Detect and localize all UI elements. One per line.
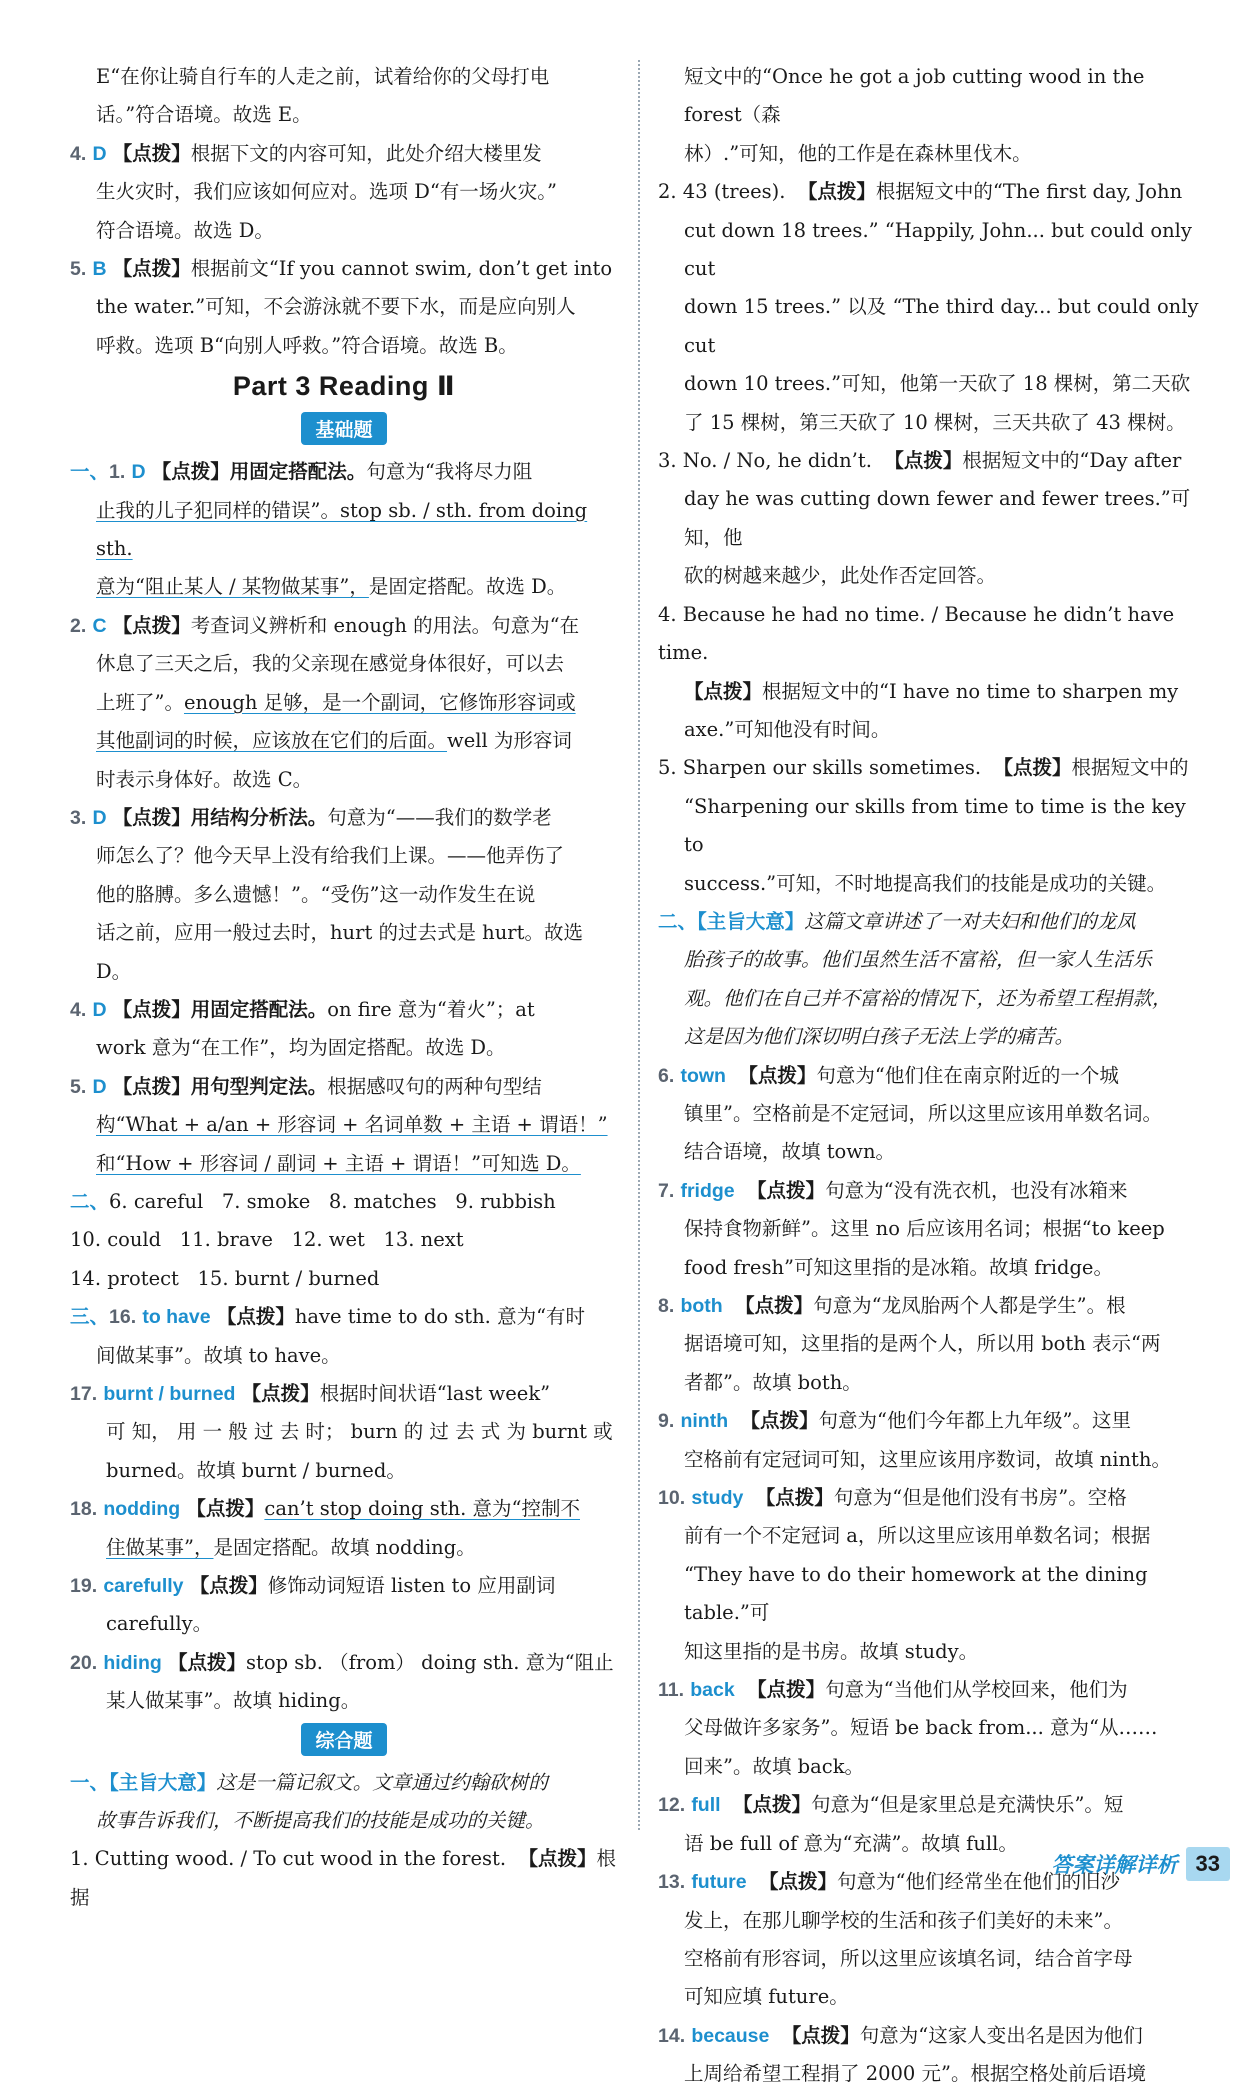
- hint-tag: 【点拨】: [781, 2023, 860, 2047]
- hint-tag: 【点拨】: [993, 756, 1072, 780]
- text-line: axe.”可知他没有时间。: [684, 717, 891, 741]
- item-number: 2.: [70, 614, 87, 637]
- answer-key: study: [691, 1487, 744, 1510]
- hint-tag: 【点拨】: [758, 1870, 837, 1894]
- hint-tag: 【点拨】: [151, 460, 230, 484]
- text-line: 符合语境。故选 D。: [96, 218, 274, 242]
- hint-tag: 【点拨】: [189, 1574, 268, 1598]
- text-line: 前有一个不定冠词 a，所以这里应该用单数名词；根据: [684, 1524, 1151, 1548]
- text-line: 休息了三天之后，我的父亲现在感觉身体很好，可以去: [96, 652, 565, 676]
- item-number: 4.: [70, 998, 87, 1021]
- hint-tag: 【点拨】: [216, 1305, 295, 1329]
- text-line: 镇里”。空格前是不定冠词，所以这里应该用单数名词。: [684, 1101, 1162, 1125]
- text-line: 短文中的“Once he got a job cutting wood in the forest（森: [684, 65, 1145, 127]
- question-16: [70, 1298, 618, 1336]
- section-label: 二、: [70, 1189, 110, 1213]
- text-line: 根据下文的内容可知，此处介绍大楼里发: [190, 141, 542, 165]
- text-line: 2. 43 (trees).: [658, 180, 786, 204]
- text-line: 根据短文中的“The first day, John: [875, 180, 1183, 204]
- text-line: 了 15 棵树，第三天砍了 10 棵树，三天共砍了 43 棵树。: [684, 410, 1186, 434]
- text-line: down 15 trees.” 以及 “The third day... but could only cut: [684, 295, 1199, 357]
- question-6: 6. town 【点拨】句意为“他们住在南京附近的一个城: [658, 1063, 1119, 1087]
- answer-key: D: [92, 806, 107, 829]
- answer-key: nodding: [103, 1498, 181, 1521]
- answer-key: B: [92, 258, 107, 281]
- hint-tag: 【点拨】: [186, 1497, 265, 1521]
- fill-answer: 10. could: [70, 1228, 162, 1252]
- fill-answer: 13. next: [383, 1228, 464, 1252]
- item-number: 16.: [109, 1306, 137, 1329]
- text-line: 时表示身体好。故选 C。: [96, 767, 313, 791]
- text-line: 止我的儿子犯同样的错误”。stop sb. / sth. from doing sth.: [96, 498, 588, 561]
- main-idea-2: [658, 903, 1208, 941]
- section-label: 三、: [70, 1305, 110, 1329]
- hint-tag: 【点拨】: [740, 1409, 819, 1433]
- item-number: 3.: [70, 806, 87, 829]
- fill-answers-row-2: [70, 1221, 618, 1259]
- text-line: 父母做许多家务”。短语 be back from... 意为“从……: [684, 1716, 1158, 1740]
- text-line: 知这里指的是书房。故填 study。: [684, 1639, 979, 1663]
- text-line: 上周给希望工程捐了 2000 元”。根据空格处前后语境: [684, 2062, 1146, 2086]
- text-line: 呼救。选项 B“向别人呼救。”符合语境。故选 B。: [96, 333, 518, 357]
- text-line: 根据短文中的“Day after: [962, 449, 1182, 473]
- question-19: [70, 1567, 618, 1605]
- text-line: 上班了”。enough 足够，是一个副词，它修饰形容词或: [96, 690, 576, 714]
- text-line: 可 知， 用 一 般 过 去 时； burn 的 过 去 式 为 burnt 或: [106, 1420, 613, 1444]
- hint-tag: 【点拨】: [112, 997, 191, 1021]
- text-line: E“在你让骑自行车的人走之前，试着给你的父母打电: [96, 65, 550, 88]
- text-line: 修饰动词短语 listen to 应用副词: [267, 1574, 556, 1598]
- text-line: 句意为“——我们的数学老: [327, 805, 552, 829]
- hint-tag: 【点拨】: [884, 449, 963, 473]
- text-line: 根据: [70, 1847, 616, 1909]
- text-line: can’t stop doing sth. 意为“控制不: [264, 1497, 580, 1521]
- text-line: burned。故填 burnt / burned。: [106, 1458, 406, 1482]
- answer-key: C: [92, 614, 107, 637]
- text-line: 意为“阻止某人 / 某物做某事”，是固定搭配。故选 D。: [96, 575, 567, 599]
- text-line: have time to do sth. 意为“有时: [294, 1305, 586, 1329]
- main-idea: [70, 1764, 618, 1802]
- hint-tag: 【点拨】: [112, 613, 191, 637]
- text-line: 据语境可知，这里指的是两个人，所以用 both 表示“两: [684, 1332, 1161, 1356]
- item-number: 18.: [70, 1498, 98, 1521]
- question-11: 11. back 【点拨】句意为“当他们从学校回来，他们为: [658, 1678, 1128, 1702]
- text-line: 话。”符合语境。故选 E。: [96, 103, 312, 127]
- answer-key: both: [680, 1295, 723, 1317]
- hint-tag: 【点拨】: [732, 1793, 811, 1817]
- text-line: 【点拨】根据短文中的“I have no time to sharpen my: [684, 679, 1179, 703]
- text-line: 其他副词的时候，应该放在它们的后面。well 为形容词: [96, 729, 572, 753]
- method-label: 用句型判定法。: [190, 1074, 328, 1098]
- text-line: 空格前有形容词，所以这里应该填名词，结合首字母: [684, 1946, 1133, 1970]
- footer-label: 答案详解详析: [1051, 1853, 1178, 1877]
- answer-key: because: [691, 2024, 770, 2047]
- text-line: 根据前文“If you cannot swim, don’t get into: [190, 257, 613, 281]
- page-footer: [1052, 1847, 1230, 1881]
- item-number: 5.: [70, 1075, 87, 1098]
- section-badge-comprehensive: 综合题: [301, 1723, 386, 1756]
- comp-question-1: [70, 1840, 618, 1917]
- fill-answer: 6. careful: [109, 1189, 204, 1213]
- section-label: 一、【主旨大意】: [70, 1770, 217, 1794]
- question-9: 9. ninth 【点拨】句意为“他们今年都上九年级”。这里: [658, 1409, 1131, 1433]
- question-8: 8. both 【点拨】句意为“龙凤胎两个人都是学生”。根: [658, 1294, 1126, 1317]
- text-line: 这篇文章讲述了一对夫妇和他们的龙凤: [804, 909, 1136, 933]
- text-line: 故事告诉我们，不断提高我们的技能是成功的关键。: [96, 1809, 545, 1833]
- text-line: “They have to do their homework at the dining table.”可: [684, 1562, 1148, 1625]
- column-divider: [638, 60, 640, 1830]
- page-number: 33: [1186, 1847, 1230, 1881]
- item-number: 19.: [70, 1575, 98, 1598]
- question-18: [70, 1490, 618, 1528]
- text-line: stop sb. （from） doing sth. 意为“阻止: [246, 1650, 614, 1674]
- left-column: [70, 58, 618, 1917]
- answer-key: back: [690, 1679, 735, 1702]
- text-line: work 意为“在工作”，均为固定搭配。故选 D。: [96, 1036, 506, 1060]
- hint-tag: 【点拨】: [112, 257, 191, 281]
- text-line: 回来”。故填 back。: [684, 1754, 865, 1778]
- text-line: 师怎么了？他今天早上没有给我们上课。——他弄伤了: [96, 844, 565, 868]
- question-1: [70, 453, 618, 491]
- answer-key: D: [92, 142, 107, 165]
- fill-answer: 15. burnt / burned: [197, 1266, 380, 1290]
- text-line: 某人做某事”。故填 hiding。: [106, 1689, 361, 1713]
- fill-answer: 12. wet: [291, 1228, 365, 1252]
- text-line: 观。他们在自己并不富裕的情况下，还为希望工程捐款，: [684, 986, 1172, 1010]
- text-line: 话之前，应用一般过去时，hurt 的过去式是 hurt。故选 D。: [96, 921, 583, 983]
- text-line: carefully。: [106, 1612, 213, 1636]
- hint-tag: 【点拨】: [738, 1063, 817, 1087]
- hint-tag: 【点拨】: [747, 1678, 826, 1702]
- fill-answer: 11. brave: [179, 1228, 273, 1252]
- hint-tag: 【点拨】: [112, 141, 191, 165]
- question-14: 14. because 【点拨】句意为“这家人变出名是因为他们: [658, 2023, 1143, 2047]
- hint-tag: 【点拨】: [241, 1382, 320, 1405]
- text-line: 这是因为他们深切明白孩子无法上学的痛苦。: [684, 1025, 1075, 1049]
- text-line: 可知应填 future。: [684, 1985, 849, 2009]
- method-label: 用固定搭配法。: [190, 997, 328, 1021]
- text-line: 5. Sharpen our skills sometimes.: [658, 756, 982, 780]
- text-line: 和“How + 形容词 / 副词 + 主语 + 谓语！”可知选 D。: [96, 1151, 581, 1175]
- answer-key: D: [92, 998, 107, 1021]
- item-number: 5.: [70, 258, 87, 281]
- text-line: 结合语境，故填 town。: [684, 1140, 896, 1164]
- question-12: 12. full 【点拨】句意为“但是家里总是充满快乐”。短: [658, 1793, 1124, 1817]
- answer-key: ninth: [680, 1410, 729, 1433]
- text-line: success.”可知，不时地提高我们的技能是成功的关键。: [684, 871, 1167, 895]
- text-line: 住做某事”，是固定搭配。故填 nodding。: [106, 1535, 476, 1559]
- text-line: 砍的树越来越少，此处作否定回答。: [684, 564, 997, 588]
- section-label: 二、【主旨大意】: [658, 909, 805, 933]
- text-line: the water.”可知，不会游泳就不要下水，而是应向别人: [96, 295, 576, 319]
- text-line: 根据感叹句的两种句型结: [327, 1074, 542, 1098]
- fill-answer: 8. matches: [328, 1189, 437, 1213]
- right-column: [658, 58, 1208, 2094]
- part-title: Part 3 Reading Ⅱ: [232, 371, 456, 402]
- question-5: [70, 1068, 618, 1106]
- text-line: day he was cutting down fewer and fewer trees.”可知，他: [684, 487, 1191, 549]
- text-line: 发上，在那儿聊学校的生活和孩子们美好的未来”。: [684, 1908, 1123, 1932]
- text-line: 空格前有定冠词可知，这里应该用序数词，故填 ninth。: [684, 1447, 1171, 1471]
- text-line: 林）.”可知，他的工作是在森林里伐木。: [684, 141, 1032, 165]
- question-2: [70, 607, 618, 645]
- question-7: 7. fridge 【点拨】句意为“没有洗衣机，也没有冰箱来: [658, 1178, 1128, 1202]
- text-line: 句意为“我将尽力阻: [366, 460, 533, 484]
- section-label: 一、: [70, 460, 110, 484]
- answer-key: full: [691, 1794, 721, 1817]
- text-line: 根据短文中的: [1071, 756, 1189, 780]
- text-line: food fresh”可知这里指的是冰箱。故填 fridge。: [684, 1255, 1113, 1279]
- question-17: [70, 1375, 618, 1413]
- comp-question-3: [658, 442, 1208, 480]
- answer-key: hiding: [103, 1651, 162, 1674]
- text-line: “Sharpening our skills from time to time is the key to: [684, 794, 1186, 857]
- hint-tag: 【点拨】: [797, 180, 876, 204]
- comp-question-4: 4. Because he had no time. / Because he didn’t have time.: [658, 602, 1175, 665]
- text-line: 构“What + a/an + 形容词 + 名词单数 + 主语 + 谓语！”: [96, 1113, 608, 1137]
- hint-tag: 【点拨】: [735, 1294, 814, 1317]
- hint-tag: 【点拨】: [112, 805, 191, 829]
- answer-key: fridge: [680, 1179, 735, 1202]
- method-label: 用固定搭配法。: [229, 460, 367, 484]
- hint-tag: 【点拨】: [747, 1178, 826, 1202]
- answer-key: to have: [142, 1306, 211, 1329]
- hint-tag: 【点拨】: [684, 679, 763, 703]
- item-number: 20.: [70, 1651, 98, 1674]
- text-line: 这是一篇记叙文。文章通过约翰砍树的: [216, 1770, 548, 1794]
- text-line: 根据时间状语“last week”: [319, 1382, 551, 1405]
- fill-answer: 9. rubbish: [455, 1189, 556, 1213]
- text-line: on fire 意为“着火”；at: [327, 997, 535, 1021]
- question-10: 10. study 【点拨】句意为“但是他们没有书房”。空格: [658, 1486, 1127, 1510]
- text-line: 胎孩子的故事。他们虽然生活不富裕，但一家人生活乐: [684, 948, 1153, 972]
- answer-key: D: [92, 1075, 107, 1098]
- answer-key: carefully: [103, 1575, 184, 1598]
- text-line: 他的胳膊。多么遗憾！”。“受伤”这一动作发生在说: [96, 882, 536, 906]
- comp-question-2: [658, 173, 1208, 211]
- text-line: 生火灾时，我们应该如何应对。选项 D“有一场火灾。”: [96, 180, 558, 204]
- hint-tag: 【点拨】: [112, 1074, 191, 1098]
- text-line: 保持食物新鲜”。这里 no 后应该用名词；根据“to keep: [684, 1217, 1165, 1241]
- answer-item-5: [70, 250, 618, 288]
- item-number: 1.: [109, 461, 126, 484]
- answer-item-4: [70, 135, 618, 173]
- item-number: 17.: [70, 1383, 98, 1405]
- question-3: [70, 799, 618, 837]
- answer-key: burnt / burned: [103, 1383, 236, 1405]
- text-line: 3. No. / No, he didn’t.: [658, 449, 872, 473]
- fill-answers-row-1: [70, 1183, 618, 1221]
- answer-key: future: [691, 1871, 747, 1894]
- hint-tag: 【点拨】: [755, 1486, 834, 1510]
- question-20: [70, 1644, 618, 1682]
- fill-answer: 7. smoke: [221, 1189, 311, 1213]
- question-13: 13. future 【点拨】句意为“他们经常坐在他们的旧沙: [658, 1870, 1120, 1894]
- text-line: cut down 18 trees.” “Happily, John... but could only cut: [684, 218, 1192, 281]
- question-4: [70, 991, 618, 1029]
- section-badge-basic: 基础题: [301, 412, 386, 445]
- answer-key: town: [680, 1064, 726, 1087]
- text-line: 间做某事”。故填 to have。: [96, 1343, 341, 1367]
- fill-answer: 14. protect: [70, 1266, 179, 1290]
- text-line: 者都”。故填 both。: [684, 1370, 862, 1394]
- text-line: 语 be full of 意为“充满”。故填 full。: [684, 1831, 1018, 1855]
- text-line: down 10 trees.”可知，他第一天砍了 18 棵树，第二天砍: [684, 372, 1191, 396]
- answer-key: D: [131, 461, 146, 484]
- text-line: 考查词义辨析和 enough 的用法。句意为“在: [190, 613, 580, 637]
- text-line: 1. Cutting wood. / To cut wood in the forest.: [70, 1847, 507, 1871]
- hint-tag: 【点拨】: [168, 1650, 247, 1674]
- comp-question-5: [658, 749, 1208, 787]
- method-label: 用结构分析法。: [190, 805, 328, 829]
- item-number: 4.: [70, 142, 87, 165]
- hint-tag: 【点拨】: [518, 1847, 597, 1871]
- fill-answers-row-3: [70, 1260, 618, 1298]
